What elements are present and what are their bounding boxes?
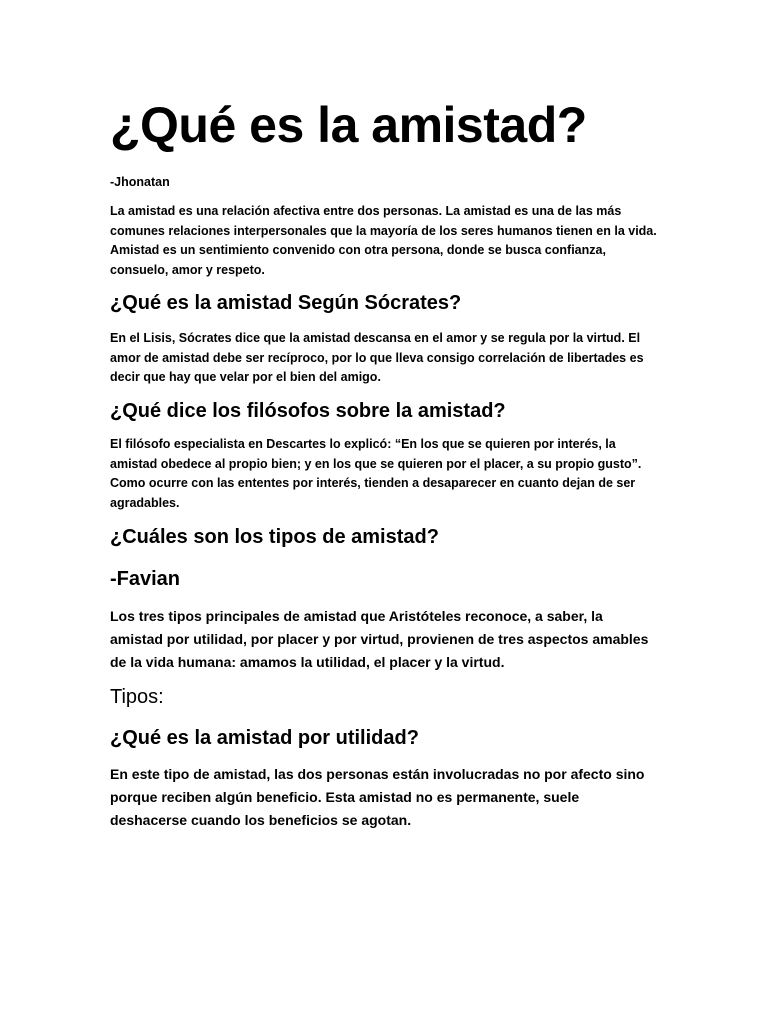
paragraph-tipos-amistad: Los tres tipos principales de amistad que Aristóteles reconoce, a saber, la amistad por utilidad, por placer y por virtud, provienen de tres aspectos amables de la vida humana: amamos la utilidad, el placer y la virtud. [110,608,649,670]
document-title: ¿Qué es la amistad? [110,97,587,153]
heading-filosofos: ¿Qué dice los filósofos sobre la amistad? [110,400,506,422]
heading-tipos-amistad: ¿Cuáles son los tipos de amistad? [110,526,439,548]
tipos-label: Tipos: [110,686,164,708]
paragraph-socrates: En el Lisis, Sócrates dice que la amistad descansa en el amor y se regula por la virtud. El amor de amistad debe ser recíproco, por lo que lleva consigo correlación de libertades es decir que hay que velar por el bien del amigo. [110,331,644,385]
author-jhonatan: -Jhonatan [110,175,170,189]
author-favian: -Favian [110,568,181,590]
paragraph-filosofos: El filósofo especialista en Descartes lo explicó: “En los que se quieren por interés, la amistad obedece al propio bien; y en los que se quieren por el placer, a su propio gusto”. Como ocurre con las ententes por interés, tienden a desaparecer en cuanto dejan de ser agradables. [110,437,642,510]
paragraph-utilidad: En este tipo de amistad, las dos personas están involucradas no por afecto sino porque reciben algún beneficio. Esta amistad no es permanente, suele deshacerse cuando los beneficios se agotan. [110,766,645,828]
heading-socrates: ¿Qué es la amistad Según Sócrates? [110,292,462,314]
intro-paragraph: La amistad es una relación afectiva entre dos personas. La amistad es una de las más comunes relaciones interpersonales que la mayoría de los seres humanos tienen en la vida. Amistad es un sentimiento convenido con otra persona, donde se busca confianza, consuelo, amor y respeto. [110,204,657,277]
heading-utilidad: ¿Qué es la amistad por utilidad? [110,727,419,749]
